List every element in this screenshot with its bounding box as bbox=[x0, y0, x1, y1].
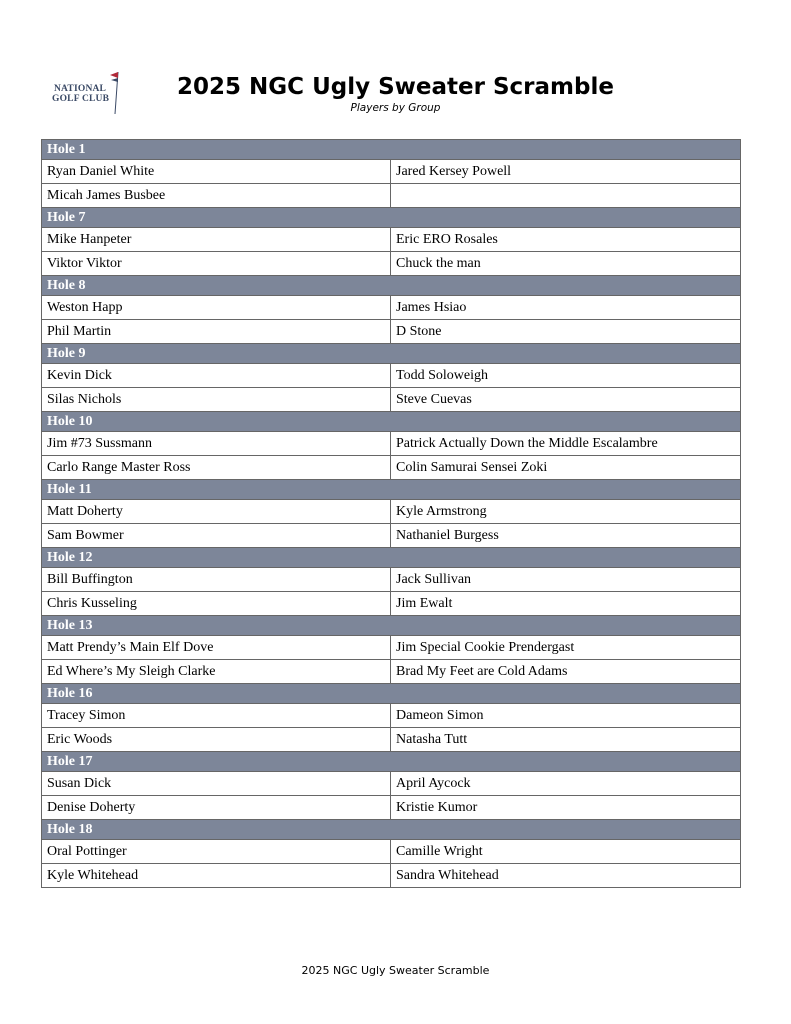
player-cell: Sandra Whitehead bbox=[391, 864, 741, 888]
hole-label: Hole 1 bbox=[42, 140, 741, 160]
player-cell: Bill Buffington bbox=[42, 568, 391, 592]
player-cell: Silas Nichols bbox=[42, 388, 391, 412]
logo-text-line2: GOLF CLUB bbox=[52, 94, 110, 104]
player-cell: Colin Samurai Sensei Zoki bbox=[391, 456, 741, 480]
player-row bbox=[42, 160, 741, 184]
player-cell: Kristie Kumor bbox=[391, 796, 741, 820]
page-title: 2025 NGC Ugly Sweater Scramble bbox=[177, 74, 614, 100]
hole-header-row bbox=[42, 616, 741, 636]
player-cell: Jared Kersey Powell bbox=[391, 160, 741, 184]
hole-header-row bbox=[42, 208, 741, 228]
player-cell: Nathaniel Burgess bbox=[391, 524, 741, 548]
player-cell: Kyle Armstrong bbox=[391, 500, 741, 524]
hole-label: Hole 10 bbox=[42, 412, 741, 432]
player-cell: Carlo Range Master Ross bbox=[42, 456, 391, 480]
player-row bbox=[42, 728, 741, 752]
hole-label: Hole 12 bbox=[42, 548, 741, 568]
hole-label: Hole 8 bbox=[42, 276, 741, 296]
player-cell: Kyle Whitehead bbox=[42, 864, 391, 888]
hole-header-row bbox=[42, 820, 741, 840]
hole-header-row bbox=[42, 684, 741, 704]
player-cell: Ed Where’s My Sleigh Clarke bbox=[42, 660, 391, 684]
player-cell: Jim Ewalt bbox=[391, 592, 741, 616]
player-cell: April Aycock bbox=[391, 772, 741, 796]
player-row bbox=[42, 524, 741, 548]
player-cell: Dameon Simon bbox=[391, 704, 741, 728]
player-cell: Sam Bowmer bbox=[42, 524, 391, 548]
player-row bbox=[42, 500, 741, 524]
hole-label: Hole 18 bbox=[42, 820, 741, 840]
player-cell: Kevin Dick bbox=[42, 364, 391, 388]
hole-header-row bbox=[42, 140, 741, 160]
hole-label: Hole 13 bbox=[42, 616, 741, 636]
player-cell: Eric ERO Rosales bbox=[391, 228, 741, 252]
logo-text-line1: NATIONAL bbox=[54, 84, 107, 94]
player-row bbox=[42, 456, 741, 480]
hole-header-row bbox=[42, 480, 741, 500]
hole-header-row bbox=[42, 344, 741, 364]
player-cell: D Stone bbox=[391, 320, 741, 344]
hole-label: Hole 9 bbox=[42, 344, 741, 364]
player-cell: Denise Doherty bbox=[42, 796, 391, 820]
player-row bbox=[42, 296, 741, 320]
player-cell: Viktor Viktor bbox=[42, 252, 391, 276]
player-cell bbox=[391, 184, 741, 208]
player-cell: Weston Happ bbox=[42, 296, 391, 320]
player-cell: Oral Pottinger bbox=[42, 840, 391, 864]
player-cell: Natasha Tutt bbox=[391, 728, 741, 752]
player-cell: Micah James Busbee bbox=[42, 184, 391, 208]
hole-label: Hole 17 bbox=[42, 752, 741, 772]
player-cell: Jack Sullivan bbox=[391, 568, 741, 592]
player-cell: Patrick Actually Down the Middle Escalambre bbox=[391, 432, 741, 456]
player-row bbox=[42, 320, 741, 344]
player-cell: Todd Soloweigh bbox=[391, 364, 741, 388]
player-row bbox=[42, 184, 741, 208]
player-cell: Matt Doherty bbox=[42, 500, 391, 524]
player-row bbox=[42, 796, 741, 820]
player-cell: Mike Hanpeter bbox=[42, 228, 391, 252]
player-row bbox=[42, 228, 741, 252]
player-row bbox=[42, 660, 741, 684]
hole-label: Hole 11 bbox=[42, 480, 741, 500]
groups-table bbox=[41, 139, 741, 888]
player-row bbox=[42, 636, 741, 660]
player-cell: Phil Martin bbox=[42, 320, 391, 344]
player-cell: Brad My Feet are Cold Adams bbox=[391, 660, 741, 684]
hole-label: Hole 16 bbox=[42, 684, 741, 704]
player-row bbox=[42, 772, 741, 796]
player-cell: Chris Kusseling bbox=[42, 592, 391, 616]
player-cell: Chuck the man bbox=[391, 252, 741, 276]
player-cell: James Hsiao bbox=[391, 296, 741, 320]
player-row bbox=[42, 364, 741, 388]
player-row bbox=[42, 864, 741, 888]
player-cell: Susan Dick bbox=[42, 772, 391, 796]
player-cell: Jim #73 Sussmann bbox=[42, 432, 391, 456]
player-cell: Matt Prendy’s Main Elf Dove bbox=[42, 636, 391, 660]
player-cell: Ryan Daniel White bbox=[42, 160, 391, 184]
player-row bbox=[42, 704, 741, 728]
player-cell: Jim Special Cookie Prendergast bbox=[391, 636, 741, 660]
player-row bbox=[42, 388, 741, 412]
player-cell: Eric Woods bbox=[42, 728, 391, 752]
player-cell: Steve Cuevas bbox=[391, 388, 741, 412]
page-footer: 2025 NGC Ugly Sweater Scramble bbox=[301, 964, 490, 977]
hole-header-row bbox=[42, 412, 741, 432]
player-cell: Camille Wright bbox=[391, 840, 741, 864]
hole-label: Hole 7 bbox=[42, 208, 741, 228]
player-row bbox=[42, 840, 741, 864]
player-row bbox=[42, 592, 741, 616]
hole-header-row bbox=[42, 752, 741, 772]
player-row bbox=[42, 568, 741, 592]
page-subtitle: Players by Group bbox=[350, 102, 441, 114]
hole-header-row bbox=[42, 548, 741, 568]
player-row bbox=[42, 252, 741, 276]
player-cell: Tracey Simon bbox=[42, 704, 391, 728]
player-row bbox=[42, 432, 741, 456]
hole-header-row bbox=[42, 276, 741, 296]
